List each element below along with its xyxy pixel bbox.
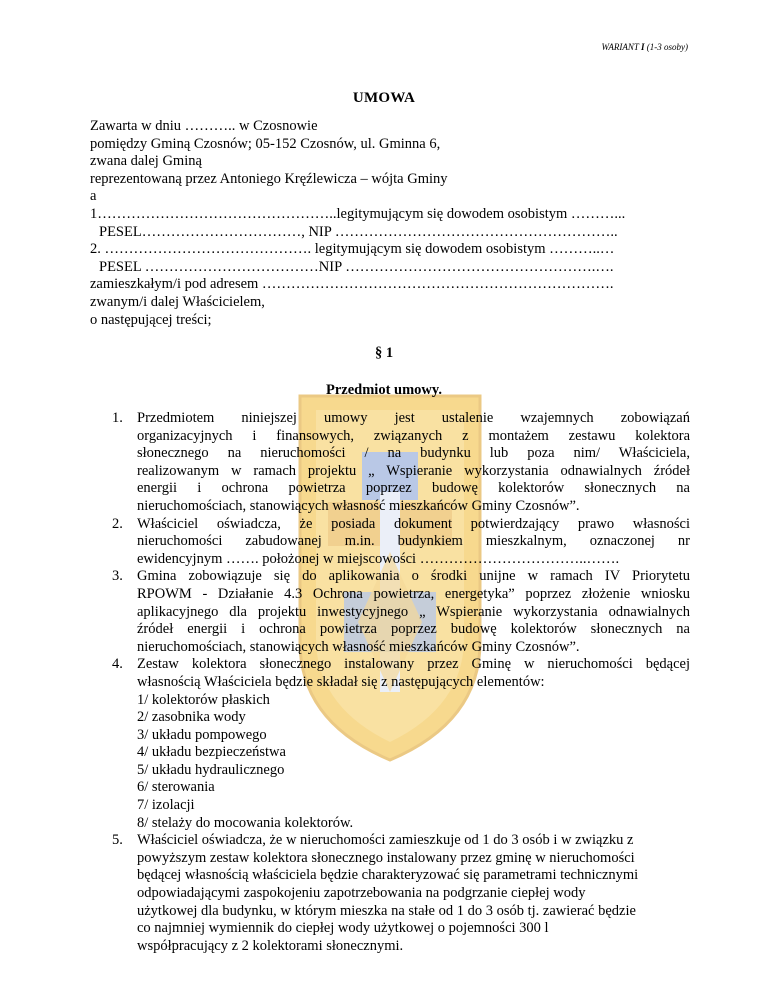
item-line: odpowiadającymi zaspokojeniu zapotrzebowania na podgrzanie ciepłej wody [137,885,586,902]
list-item [90,832,690,955]
item-line: 4/ układu bezpieczeństwa [137,744,286,761]
item-line: 7/ izolacji [137,797,195,814]
item-line: Przedmiotem niniejszej umowy jest ustalenie wzajemnych zobowiązań [137,410,690,426]
item-line: będącej własnością właściciela będzie charakteryzować się parametrami technicznymi [137,867,639,884]
item-line: RPOWM - Działanie 4.3 Ochrona powietrza, energetyka” poprzez złożenie wniosku [137,585,690,602]
section-heading: § 1 [374,345,394,361]
item-line: własnością Właściciela będzie składał się z następujących elementów: [137,673,545,690]
item-line: 5/ układu hydraulicznego [137,761,285,778]
variant-label [602,42,688,52]
item-line: 1/ kolektorów płaskich [137,691,270,708]
item-line: słonecznego na nieruchomości / na budynku lub poza nim/ Właściciela, [137,445,690,462]
contract-parties [90,118,690,329]
intro-line: 2. ……………………………………. legitymującym się dowodem osobistym ………..… [90,241,615,258]
intro-line: reprezentowaną przez Antoniego Kręźlewicza – wójta Gminy [90,170,448,187]
item-line: Właściciel oświadcza, że posiada dokument potwierdzający prawo własności [137,515,690,532]
item-number: 1. [112,410,123,426]
item-line: Gmina zobowiązuje się do aplikowania o środki unijne w ramach IV Priorytetu [137,568,690,585]
item-line: nieruchomościach, stanowiących własność mieszkańców Gminy Czosnów”. [137,497,580,514]
intro-line: pomiędzy Gminą Czosnów; 05-152 Czosnów, ul. Gminna 6, [90,135,441,152]
item-line: nieruchomościach, stanowiących własność mieszkańców Gminy Czosnów”. [137,638,580,655]
variant-text: WARIANT [601,42,639,52]
item-number: 4. [112,656,123,673]
list-item [90,656,690,832]
intro-line: zwanym/i dalej Właścicielem, [90,293,265,310]
intro-line: a [90,188,97,205]
intro-line: o następującej treści; [90,311,212,328]
numbered-list [90,410,690,955]
document-title: UMOWA [352,90,416,106]
intro-line: Zawarta w dniu ……….. w Czosnowie [90,118,318,134]
item-line: Zestaw kolektora słonecznego instalowany przez Gminę w nieruchomości będącej [137,656,690,673]
item-number: 2. [112,515,123,532]
section-subtitle: Przedmiot umowy. [326,382,442,398]
intro-line: zwana dalej Gminą [90,153,202,170]
item-line: źródeł energii i ochrona powietrza poprzez budowę kolektorów słonecznych na [137,621,690,638]
item-number: 5. [112,832,123,849]
list-item [90,410,690,516]
variant-note: (1-3 osoby) [646,42,688,52]
intro-line: 1…………………………………………..legitymującym się dowodem osobistym ………... [90,205,626,222]
item-line: Właściciel oświadcza, że w nieruchomości zamieszkuje od 1 do 3 osób i w związku z [137,832,634,849]
item-number: 3. [112,568,123,585]
item-line: aplikacyjnego dla projektu inwestycyjnego „ Wspieranie wykorzystania odnawialnych [137,603,690,620]
item-line: ewidencyjnym ……. położonej w miejscowości ……………………………..……. [137,550,620,567]
item-line: co najmniej wymiennik do ciepłej wody użytkowej o pojemności 300 l [137,920,549,937]
item-line: użytkowej dla budynku, w którym mieszka na stałe od 1 do 3 osób tj. zawierać będzie [137,902,636,919]
item-line: współpracujący z 2 kolektorami słonecznymi. [137,937,404,954]
item-line: realizowanym w ramach projektu „ Wspieranie wykorzystania odnawialnych źródeł [137,462,690,479]
item-line: powyższym zestaw kolektora słonecznego instalowany przez gminę w nieruchomości [137,849,635,866]
item-line: energii i ochrona powietrza poprzez budowę kolektorów słonecznych na [137,480,690,497]
variant-number: I [640,42,645,52]
item-line: 8/ stelaży do mocowania kolektorów. [137,814,354,831]
intro-line: PESEL ………………………………NIP …………………………………………….…. [99,258,614,275]
item-line: nieruchomości zabudowanej m.in. budynkiem mieszkalnym, oznaczonej nr [137,533,690,550]
list-item [90,516,690,569]
item-line: 2/ zasobnika wody [137,709,246,726]
list-item [90,568,690,656]
item-line: organizacyjnych i finansowych, związanych z montażem zestawu kolektora [137,427,690,444]
item-line: 3/ układu pompowego [137,726,267,743]
item-line: 6/ sterowania [137,779,215,796]
intro-line: PESEL……………………………, NIP ………………………………………………….. [99,223,618,240]
intro-line: zamieszkałym/i pod adresem ………………………………………………………………. [90,276,614,293]
